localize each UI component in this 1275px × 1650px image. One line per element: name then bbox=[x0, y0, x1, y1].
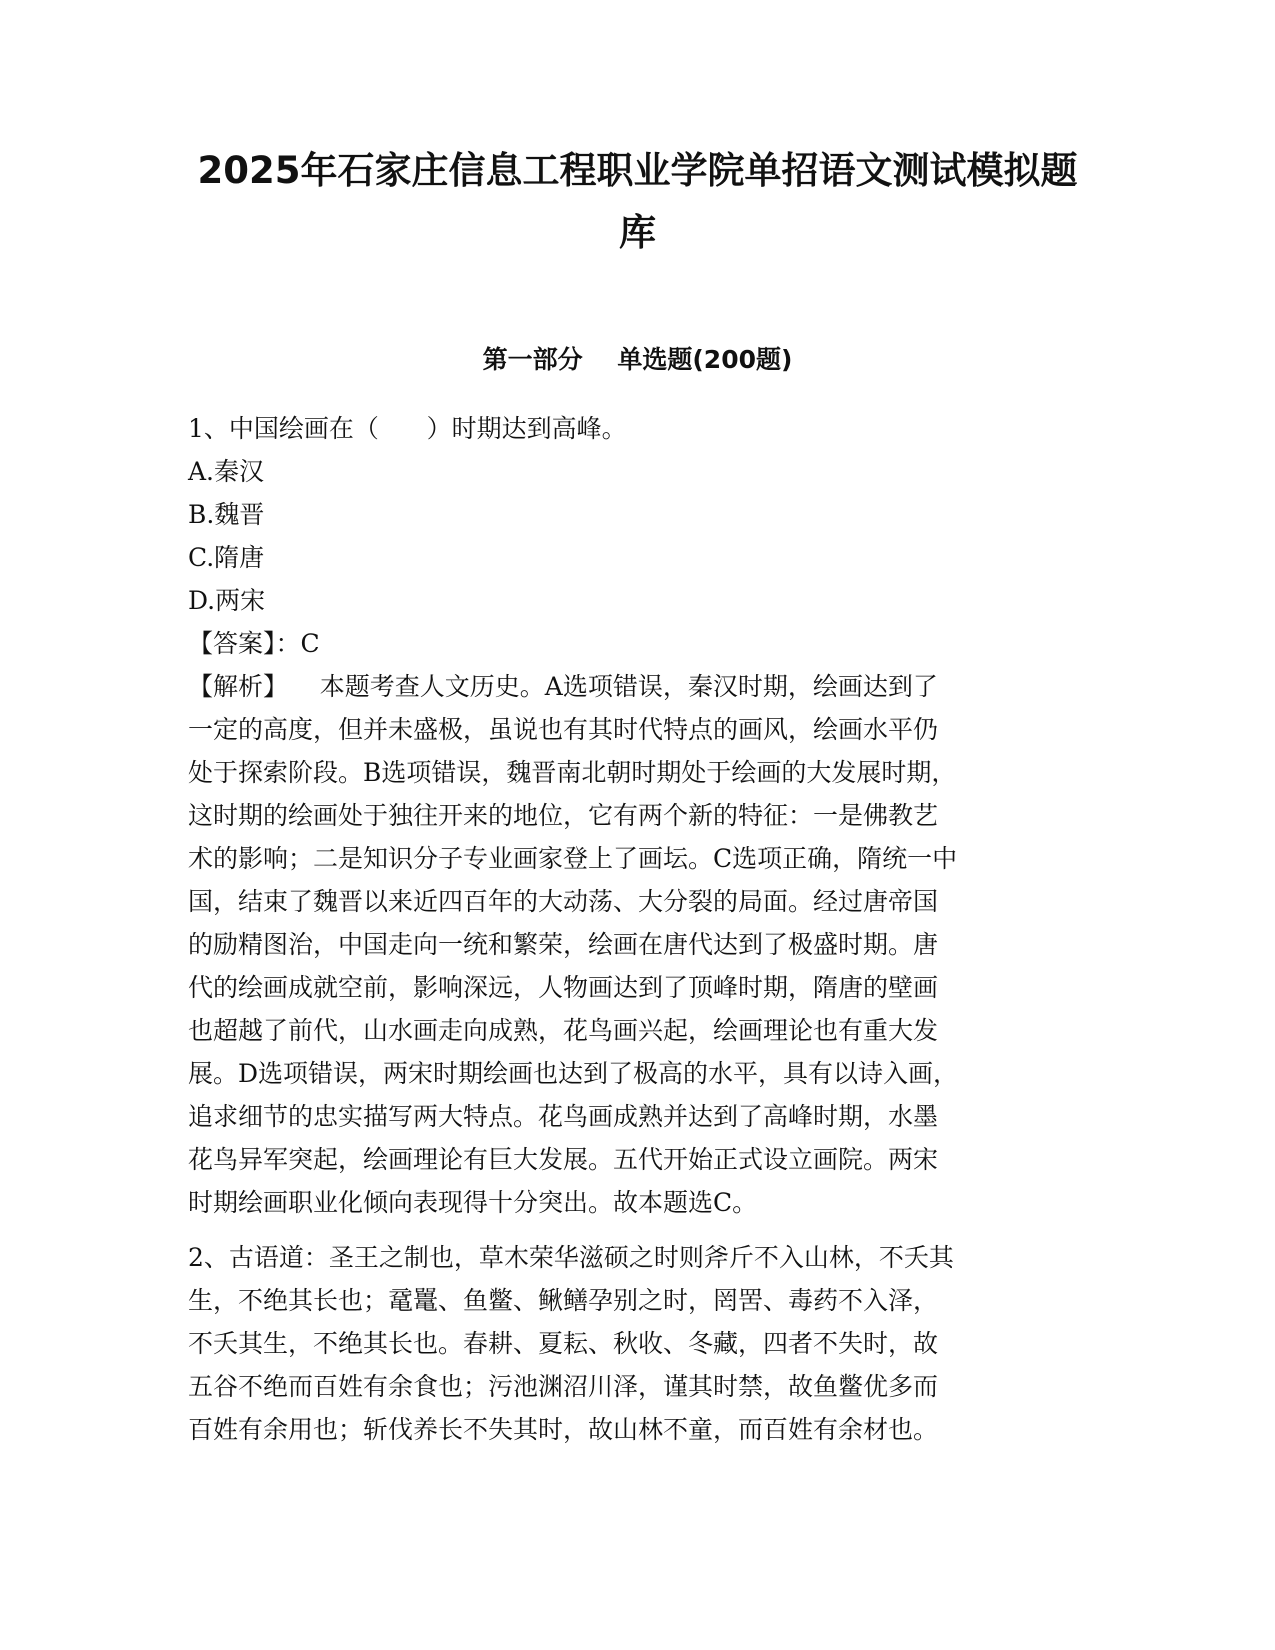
analysis-line: 处于探索阶段。B选项错误，魏晋南北朝时期处于绘画的大发展时期， bbox=[188, 758, 957, 787]
analysis-line: 也超越了前代，山水画走向成熟，花鸟画兴起，绘画理论也有重大发 bbox=[188, 1016, 939, 1045]
analysis-line: 展。D选项错误，两宋时期绘画也达到了极高的水平，具有以诗入画， bbox=[188, 1059, 959, 1088]
analysis-line: 代的绘画成就空前，影响深远，人物画达到了顶峰时期，隋唐的壁画 bbox=[188, 973, 939, 1002]
question-1 bbox=[188, 407, 1078, 1224]
analysis-line: 花鸟异军突起，绘画理论有巨大发展。五代开始正式设立画院。两宋 bbox=[188, 1145, 939, 1174]
document-title-line-1: 2025年石家庄信息工程职业学院单招语文测试模拟题 bbox=[197, 149, 1078, 192]
question-1-option-a: A.秦汉 bbox=[188, 457, 265, 486]
document-title-line-2: 库 bbox=[619, 211, 656, 254]
question-1-option-b: B.魏晋 bbox=[188, 500, 265, 529]
analysis-line: 一定的高度，但并未盛极，虽说也有其时代特点的画风，绘画水平仍 bbox=[188, 715, 939, 744]
analysis-line: 这时期的绘画处于独往开来的地位，它有两个新的特征：一是佛教艺 bbox=[188, 801, 939, 830]
analysis-line: 时期绘画职业化倾向表现得十分突出。故本题选C。 bbox=[188, 1188, 758, 1217]
analysis-line: 术的影响；二是知识分子专业画家登上了画坛。C选项正确，隋统一中 bbox=[188, 844, 958, 873]
analysis-line: 的励精图治，中国走向一统和繁荣，绘画在唐代达到了极盛时期。唐 bbox=[188, 930, 939, 959]
question-1-option-d: D.两宋 bbox=[188, 586, 266, 615]
question-2 bbox=[188, 1236, 1078, 1451]
question-1-stem: 1、中国绘画在（ ）时期达到高峰。 bbox=[188, 414, 627, 443]
question-2-stem-line: 生，不绝其长也；鼋鼍、鱼鳖、鳅鳝孕别之时，罔罟、毒药不入泽， bbox=[188, 1286, 939, 1315]
document-body bbox=[188, 407, 1078, 1451]
analysis-line: 国，结束了魏晋以来近四百年的大动荡、大分裂的局面。经过唐帝国 bbox=[188, 887, 939, 916]
question-2-stem-line: 百姓有余用也；斩伐养长不失其时，故山林不童，而百姓有余材也。 bbox=[188, 1415, 939, 1444]
question-2-stem-line: 五谷不绝而百姓有余食也；污池渊沼川泽，谨其时禁，故鱼鳖优多而 bbox=[188, 1372, 939, 1401]
analysis-line: 追求细节的忠实描写两大特点。花鸟画成熟并达到了高峰时期，水墨 bbox=[188, 1102, 939, 1131]
question-2-stem-line: 不夭其生，不绝其长也。春耕、夏耘、秋收、冬藏，四者不失时，故 bbox=[188, 1329, 939, 1358]
section-title: 第一部分 单选题(200题) bbox=[482, 345, 793, 374]
question-2-stem-line: 2、古语道：圣王之制也，草木荣华滋硕之时则斧斤不入山林，不夭其 bbox=[188, 1243, 954, 1272]
question-1-analysis bbox=[188, 665, 1078, 1224]
question-spacer bbox=[188, 1224, 1078, 1236]
analysis-line: 【解析】 本题考查人文历史。A选项错误，秦汉时期，绘画达到了 bbox=[188, 672, 938, 701]
document-title bbox=[170, 140, 1105, 264]
question-1-option-c: C.隋唐 bbox=[188, 543, 265, 572]
question-1-answer: 【答案】：C bbox=[188, 629, 320, 658]
